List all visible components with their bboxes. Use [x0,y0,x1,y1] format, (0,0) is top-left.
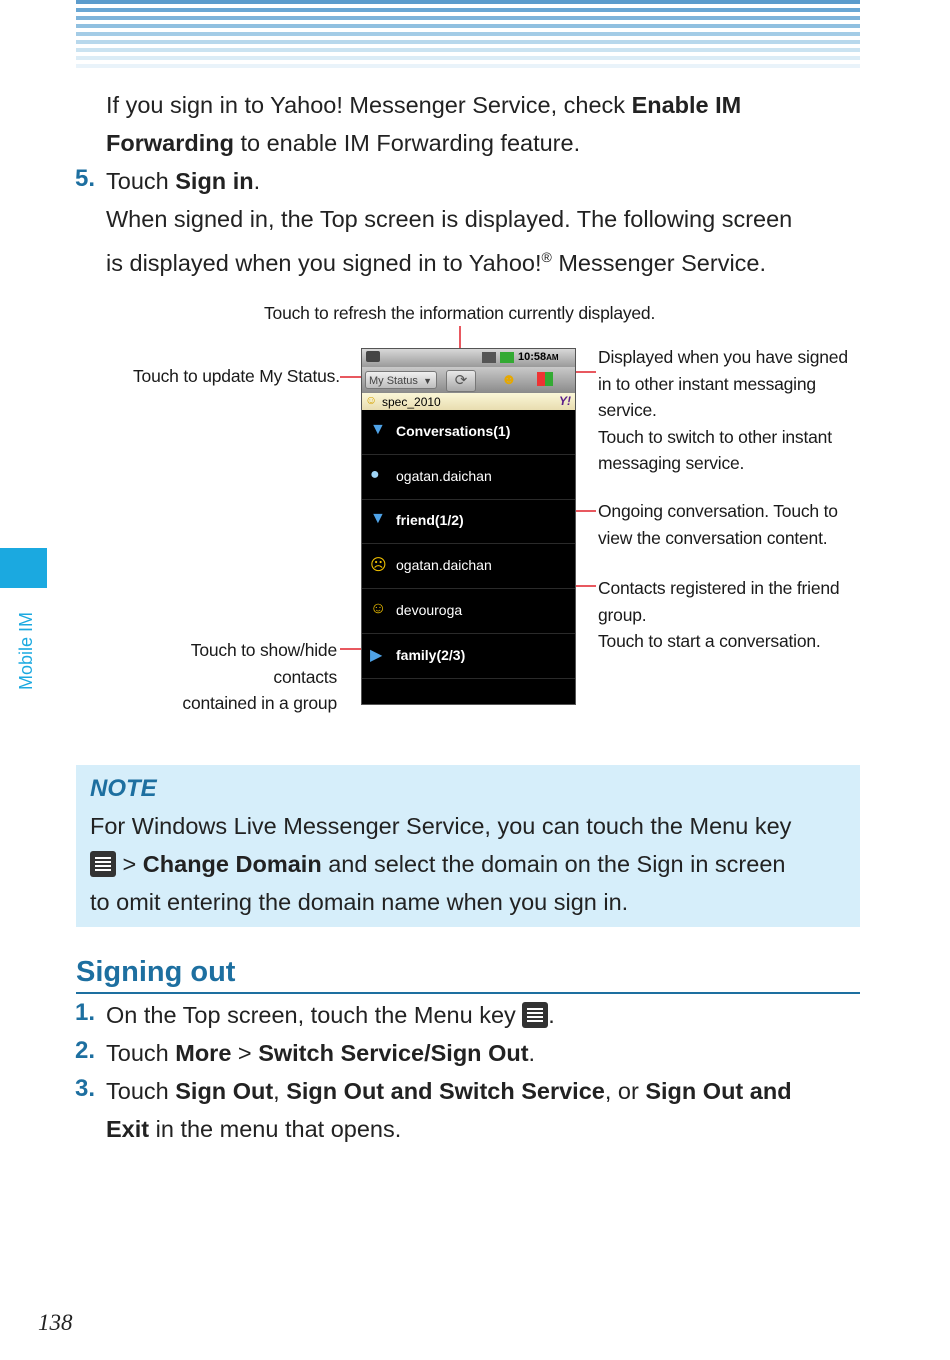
step-5-text: Touch Sign in. When signed in, the Top screen is displayed. The following screen is displayed when you signed in to Yahoo!® Messenger Service. [106,168,793,276]
menu-key-icon [90,851,116,877]
note-title: NOTE [90,775,157,802]
callout-group: Touch to show/hide contacts contained in a group [182,640,337,713]
triangle-right-icon: ▶ [370,646,383,664]
side-chapter-tab [0,548,47,588]
phone-toolbar [362,367,575,393]
signout-step-2-text: Touch More > Switch Service/Sign Out. [106,1040,536,1066]
section-title-signing-out: Signing out [76,956,236,988]
phone-list-row[interactable] [362,499,575,544]
header-stripes [76,0,860,74]
phone-screenshot [361,348,576,705]
windows-live-icon [537,372,553,386]
phone-list-row-label: family(2/3) [396,646,466,663]
phone-list-row[interactable] [362,634,575,679]
phone-list-row[interactable] [362,544,575,589]
signout-step-3-text: Touch Sign Out, Sign Out and Switch Service, or Sign Out and Exit in the menu that opens. [106,1078,792,1142]
phone-list-row-label: devouroga [396,601,463,618]
menu-key-icon [522,1002,548,1028]
note-text: For Windows Live Messenger Service, you can touch the Menu key > Change Domain and select the domain on the Sign in screen to omit entering the domain name when you sign in. [90,813,792,915]
chat-bubble-icon: ● [370,465,380,483]
phone-list-row[interactable] [362,410,575,455]
section-rule [76,992,860,994]
busy-smiley-icon: ☹ [370,557,387,575]
other-im-services[interactable] [499,370,575,390]
signout-step-3-number: 3. [75,1075,96,1102]
triangle-down-icon: ▼ [370,421,386,438]
signout-step-1-number: 1. [75,999,96,1026]
user-smiley-icon: ☺ [365,393,378,407]
my-status-dropdown[interactable]: My Status ▼ [365,371,437,389]
page-number: 138 [38,1310,73,1335]
phone-list-row[interactable] [362,455,575,500]
smiley-icon: ☺ [370,599,387,617]
side-chapter-label: Mobile IM [16,611,36,690]
aim-icon: ☻ [501,371,517,388]
battery-icon [500,352,514,363]
callout-ongoing: Ongoing conversation. Touch to view the conversation content. [598,501,838,548]
phone-list-row-label: ogatan.daichan [396,467,492,484]
callout-contacts: Contacts registered in the friend group. Touch to start a conversation. [598,578,840,651]
note-box [76,765,860,927]
phone-user-bar [362,393,575,410]
phone-username: spec_2010 [382,395,441,409]
refresh-button[interactable]: ⟳ [446,370,476,392]
signal-icon [482,352,496,363]
phone-clock: 10:58AM [518,351,559,363]
callout-refresh: Touch to refresh the information currently displayed. [264,303,656,323]
phone-list-row-label: Conversations(1) [396,423,511,439]
intro-paragraph: If you sign in to Yahoo! Messenger Service, check Enable IM Forwarding to enable IM Forwarding feature. [106,92,742,156]
callout-other-im: Displayed when you have signed in to other instant messaging service. Touch to switch to other instant messaging service. [598,347,848,473]
step-5-number: 5. [75,165,96,192]
callout-status: Touch to update My Status. [133,366,340,386]
dropdown-arrow-icon: ▼ [423,376,432,386]
phone-list-row-label: ogatan.daichan [396,557,492,574]
phone-status-bar [362,349,575,367]
phone-list-row[interactable] [362,589,575,634]
triangle-down-icon: ▼ [370,510,386,528]
phone-notification-icon [366,351,380,362]
signout-step-1-text: On the Top screen, touch the Menu key . [106,1002,555,1028]
yahoo-logo: Y! [559,394,571,408]
signout-step-2-number: 2. [75,1037,96,1064]
phone-list-row-label: friend(1/2) [396,512,464,529]
